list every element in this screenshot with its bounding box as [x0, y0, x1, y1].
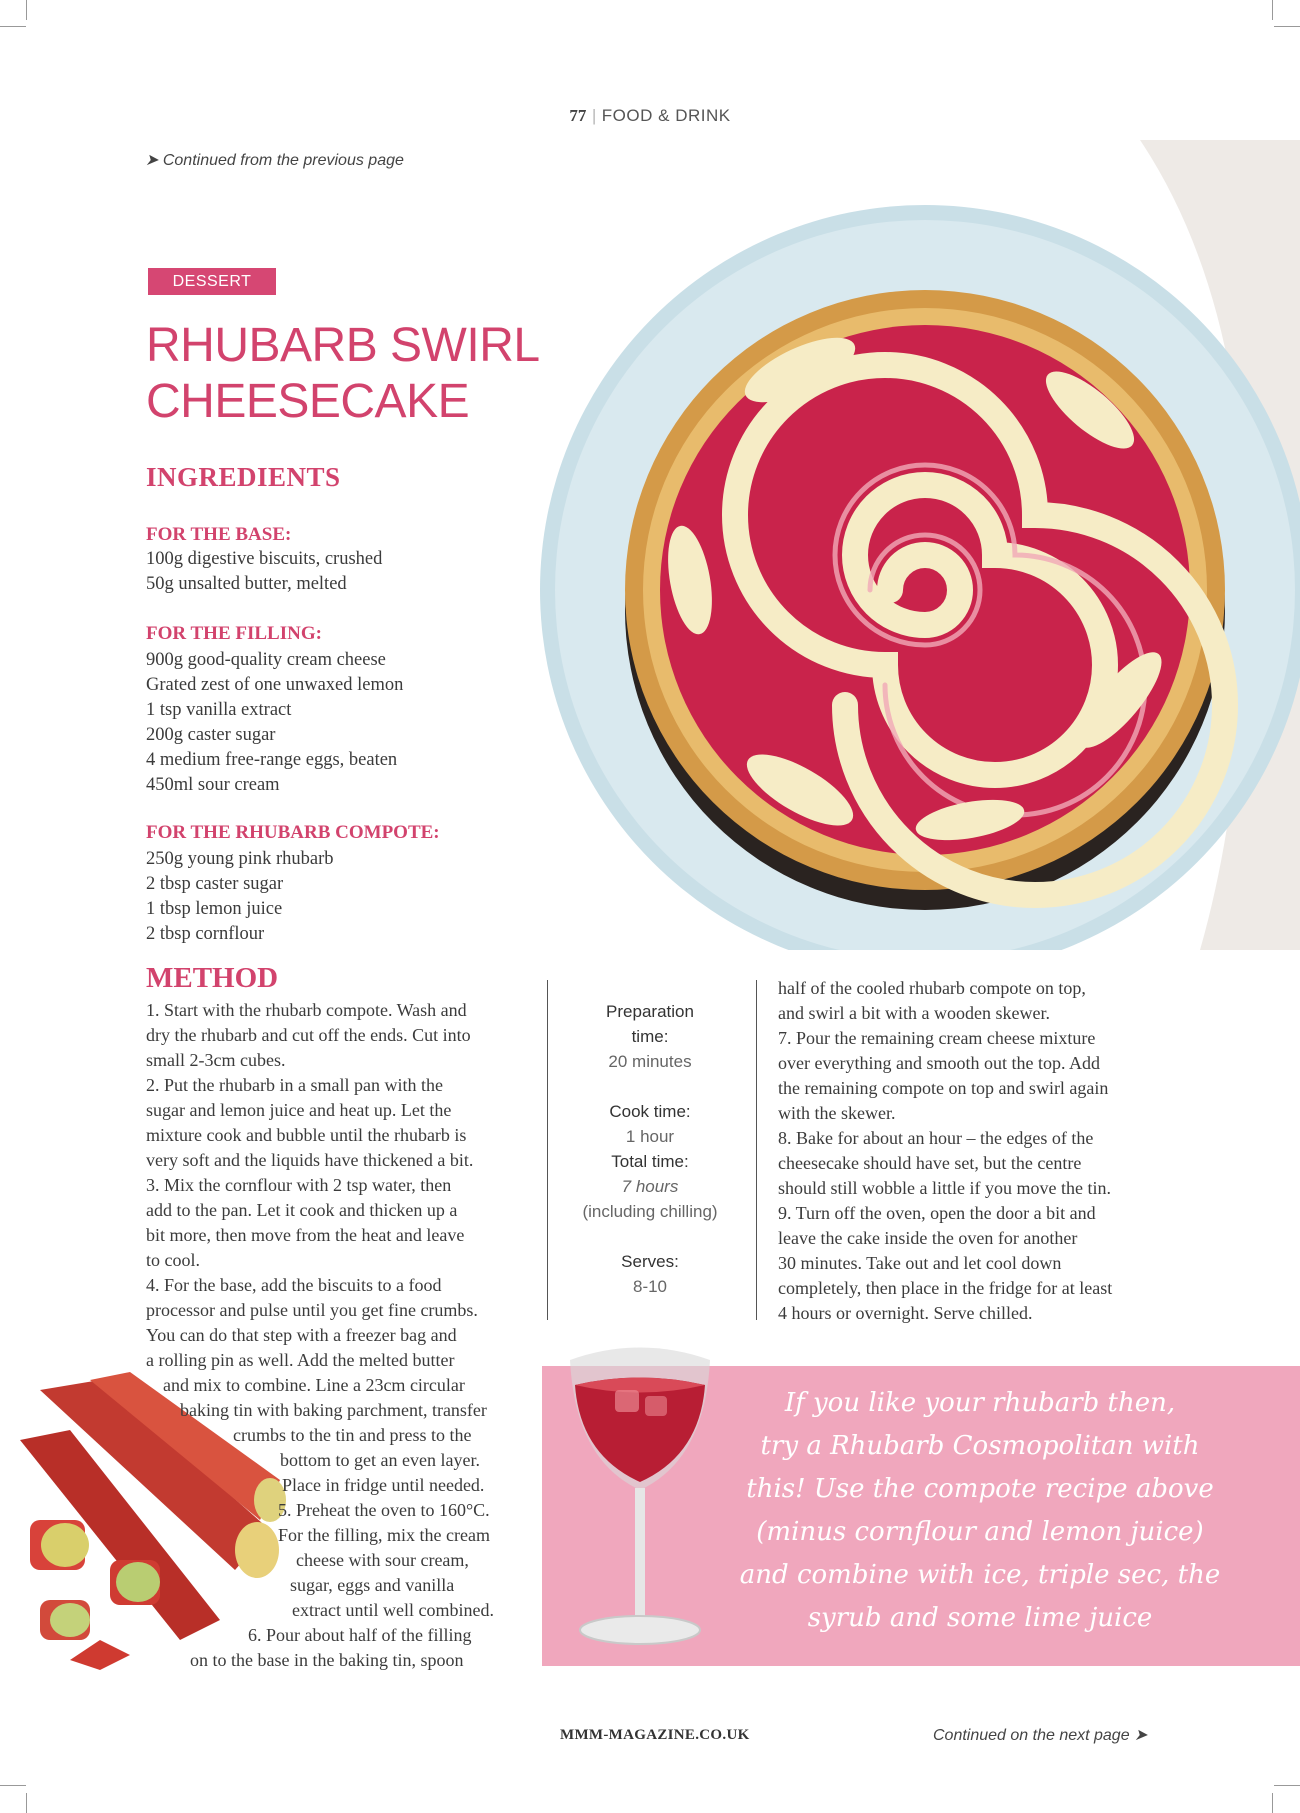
- ingredient-item: 250g young pink rhubarb: [146, 849, 334, 869]
- continued-next-label: Continued on the next page ➤: [933, 1727, 1148, 1744]
- method-line: 4 hours or overnight. Serve chilled.: [778, 1303, 1033, 1323]
- method-line: You can do that step with a freezer bag and: [146, 1325, 457, 1345]
- header-separator: |: [592, 106, 596, 125]
- method-line: 30 minutes. Take out and let cool down: [778, 1253, 1062, 1273]
- method-line: baking tin with baking parchment, transfer: [180, 1400, 487, 1420]
- method-heading: METHOD: [146, 962, 279, 994]
- method-line: For the filling, mix the cream: [278, 1525, 490, 1545]
- ingredient-item: 900g good-quality cream cheese: [146, 650, 386, 670]
- crop-mark: [26, 0, 27, 20]
- cheesecake-photo: [500, 140, 1300, 950]
- crop-mark: [1272, 0, 1273, 20]
- ingredient-item: 200g caster sugar: [146, 725, 276, 745]
- prep-time-label: time:: [631, 1027, 669, 1046]
- method-line: half of the cooled rhubarb compote on top,: [778, 978, 1086, 998]
- method-line: bottom to get an even layer.: [280, 1450, 480, 1470]
- method-line: add to the pan. Let it cook and thicken up a: [146, 1200, 458, 1220]
- method-line: sugar and lemon juice and heat up. Let the: [146, 1100, 452, 1120]
- method-line: sugar, eggs and vanilla: [290, 1575, 455, 1595]
- tip-line: If you like your rhubarb then,: [784, 1388, 1176, 1418]
- method-line: dry the rhubarb and cut off the ends. Cut into: [146, 1025, 471, 1045]
- filling-heading: FOR THE FILLING:: [146, 623, 322, 644]
- ingredient-item: 50g unsalted butter, melted: [146, 574, 347, 594]
- ingredient-item: Grated zest of one unwaxed lemon: [146, 675, 404, 695]
- method-line: processor and pulse until you get fine crumbs.: [146, 1300, 478, 1320]
- ingredient-item: 1 tbsp lemon juice: [146, 899, 283, 919]
- recipe-title: [146, 318, 566, 430]
- total-time-note: (including chilling): [582, 1202, 718, 1221]
- ingredient-item: 450ml sour cream: [146, 775, 280, 795]
- method-line: 8. Bake for about an hour – the edges of the: [778, 1128, 1094, 1148]
- method-line: extract until well combined.: [292, 1600, 494, 1620]
- site-url: MMM-MAGAZINE.CO.UK: [560, 1727, 750, 1743]
- total-time-label: Total time:: [611, 1152, 689, 1171]
- ingredient-item: 100g digestive biscuits, crushed: [146, 549, 383, 569]
- method-line: with the skewer.: [778, 1103, 896, 1123]
- ingredients-heading: INGREDIENTS: [146, 462, 341, 492]
- page-header: [0, 106, 1300, 126]
- tip-line: and combine with ice, triple sec, the: [739, 1560, 1221, 1590]
- method-line: the remaining compote on top and swirl again: [778, 1078, 1109, 1098]
- method-line: and mix to combine. Line a 23cm circular: [163, 1375, 465, 1395]
- method-line: a rolling pin as well. Add the melted butter: [146, 1350, 455, 1370]
- method-line: over everything and smooth out the top. Add: [778, 1053, 1100, 1073]
- info-rule-right: [756, 980, 757, 1320]
- page-number: 77: [569, 106, 587, 125]
- method-line: 4. For the base, add the biscuits to a food: [146, 1275, 442, 1295]
- method-line: 3. Mix the cornflour with 2 tsp water, then: [146, 1175, 452, 1195]
- method-line: bit more, then move from the heat and leave: [146, 1225, 465, 1245]
- tip-line: try a Rhubarb Cosmopolitan with: [760, 1431, 1200, 1461]
- category-tag: DESSERT: [148, 268, 276, 295]
- method-line: crumbs to the tin and press to the: [233, 1425, 472, 1445]
- recipe-info: [560, 999, 740, 1299]
- method-line: small 2-3cm cubes.: [146, 1050, 286, 1070]
- method-line: completely, then place in the fridge for at least: [778, 1278, 1113, 1298]
- ingredient-item: 4 medium free-range eggs, beaten: [146, 750, 398, 770]
- tip-text: [700, 1382, 1260, 1640]
- base-ingredients: [146, 547, 382, 597]
- crop-mark: [26, 1793, 27, 1813]
- serves-value: 8-10: [632, 1277, 668, 1296]
- compote-ingredients: [146, 847, 334, 947]
- prep-time-value: 20 minutes: [608, 1052, 692, 1071]
- cook-time-label: Cook time:: [609, 1102, 691, 1121]
- ingredient-item: 2 tbsp cornflour: [146, 924, 265, 944]
- crop-mark: [1272, 1793, 1273, 1813]
- tip-line: this! Use the compote recipe above: [746, 1474, 1214, 1504]
- method-line: very soft and the liquids have thickened a bit.: [146, 1150, 474, 1170]
- ingredient-item: 1 tsp vanilla extract: [146, 700, 292, 720]
- cook-time-value: 1 hour: [625, 1127, 675, 1146]
- crop-mark: [0, 1785, 26, 1786]
- method-line: leave the cake inside the oven for another: [778, 1228, 1078, 1248]
- base-heading: FOR THE BASE:: [146, 524, 292, 545]
- tip-line: syrub and some lime juice: [807, 1603, 1153, 1633]
- method-line: 6. Pour about half of the filling: [248, 1625, 472, 1645]
- crop-mark: [1274, 1785, 1300, 1786]
- method-line: 7. Pour the remaining cream cheese mixture: [778, 1028, 1096, 1048]
- section-name: FOOD & DRINK: [601, 106, 731, 125]
- crop-mark: [0, 26, 26, 27]
- method-line: 2. Put the rhubarb in a small pan with the: [146, 1075, 443, 1095]
- method-line: on to the base in the baking tin, spoon: [190, 1650, 464, 1670]
- method-line: 1. Start with the rhubarb compote. Wash and: [146, 1000, 467, 1020]
- compote-heading: FOR THE RHUBARB COMPOTE:: [146, 822, 440, 843]
- method-line: mixture cook and bubble until the rhubarb is: [146, 1125, 467, 1145]
- method-line: Place in fridge until needed.: [282, 1475, 485, 1495]
- method-line: 9. Turn off the oven, open the door a bit and: [778, 1203, 1096, 1223]
- info-rule-left: [547, 980, 548, 1320]
- method-line: 5. Preheat the oven to 160°C.: [278, 1500, 490, 1520]
- crop-mark: [1274, 26, 1300, 27]
- method-line: and swirl a bit with a wooden skewer.: [778, 1003, 1050, 1023]
- method-continued: [778, 976, 1158, 1326]
- filling-ingredients: [146, 648, 403, 798]
- prep-time-label: Preparation: [606, 1002, 694, 1021]
- tip-line: (minus cornflour and lemon juice): [756, 1517, 1204, 1547]
- method-line: should still wobble a little if you move the tin.: [778, 1178, 1111, 1198]
- total-time-value: 7 hours: [621, 1177, 679, 1196]
- method-line: cheese with sour cream,: [296, 1550, 469, 1570]
- title-line: CHEESECAKE: [146, 375, 470, 428]
- method-line: cheesecake should have set, but the centre: [778, 1153, 1082, 1173]
- method-line: to cool.: [146, 1250, 200, 1270]
- title-line: RHUBARB SWIRL: [146, 319, 540, 372]
- continued-from-label: ➤ Continued from the previous page: [145, 152, 404, 169]
- serves-label: Serves:: [621, 1252, 679, 1271]
- ingredient-item: 2 tbsp caster sugar: [146, 874, 284, 894]
